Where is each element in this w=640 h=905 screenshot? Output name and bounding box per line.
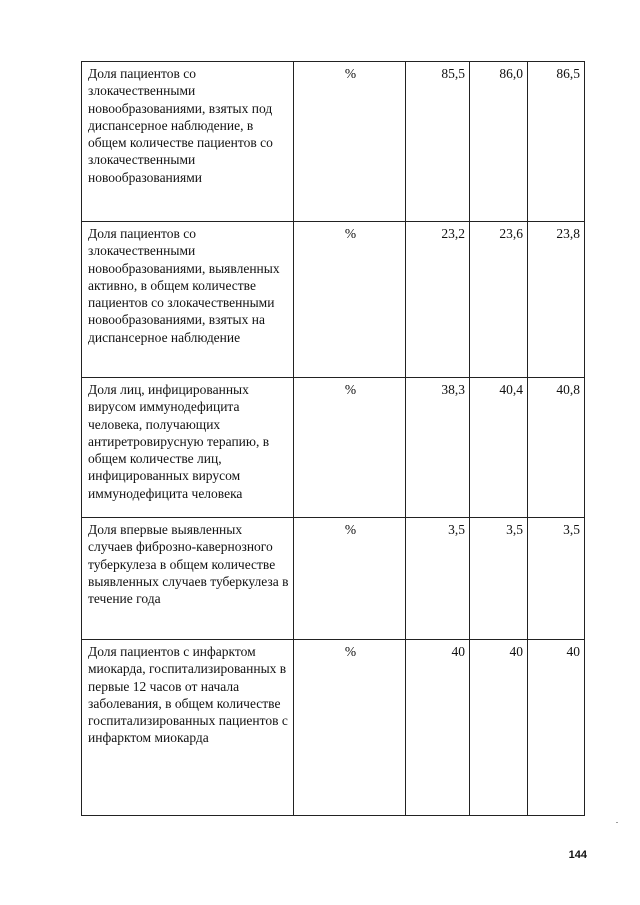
indicator-unit: % — [294, 640, 406, 816]
indicator-value-1: 40 — [406, 640, 470, 816]
indicator-value-2: 40,4 — [470, 378, 528, 518]
scan-speck — [616, 822, 618, 823]
indicator-name: Доля пациентов со злокачественными новообразованиями, взятых под диспансерное наблюдение, в общем количестве пациентов со злокачественными новообразованиями — [82, 62, 294, 222]
table-row — [82, 640, 585, 816]
indicator-value-3: 86,5 — [528, 62, 585, 222]
indicator-value-3: 23,8 — [528, 222, 585, 378]
table-row — [82, 378, 585, 518]
indicator-name: Доля впервые выявленных случаев фиброзно-кавернозного туберкулеза в общем количестве выявленных случаев туберкулеза в течение года — [82, 518, 294, 640]
page-number: 144 — [568, 849, 587, 861]
indicator-name: Доля пациентов со злокачественными новообразованиями, выявленных активно, в общем количестве пациентов со злокачественными новообразованиями, взятых на диспансерное наблюдение — [82, 222, 294, 378]
indicator-value-3: 40 — [528, 640, 585, 816]
indicator-value-3: 40,8 — [528, 378, 585, 518]
indicator-unit: % — [294, 378, 406, 518]
indicator-value-2: 3,5 — [470, 518, 528, 640]
indicator-value-2: 23,6 — [470, 222, 528, 378]
indicator-value-1: 23,2 — [406, 222, 470, 378]
indicator-unit: % — [294, 518, 406, 640]
table-row — [82, 62, 585, 222]
table-row — [82, 222, 585, 378]
indicator-name: Доля лиц, инфицированных вирусом иммунодефицита человека, получающих антиретровирусную терапию, в общем количестве лиц, инфицированных вирусом иммунодефицита человека — [82, 378, 294, 518]
indicator-unit: % — [294, 62, 406, 222]
indicator-value-3: 3,5 — [528, 518, 585, 640]
indicator-unit: % — [294, 222, 406, 378]
indicator-value-1: 85,5 — [406, 62, 470, 222]
indicator-value-2: 40 — [470, 640, 528, 816]
indicator-value-1: 38,3 — [406, 378, 470, 518]
table-row — [82, 518, 585, 640]
indicator-value-2: 86,0 — [470, 62, 528, 222]
indicator-value-1: 3,5 — [406, 518, 470, 640]
indicator-name: Доля пациентов с инфарктом миокарда, госпитализированных в первые 12 часов от начала заболевания, в общем количестве госпитализированных пациентов с инфарктом миокарда — [82, 640, 294, 816]
indicators-table — [81, 61, 585, 816]
